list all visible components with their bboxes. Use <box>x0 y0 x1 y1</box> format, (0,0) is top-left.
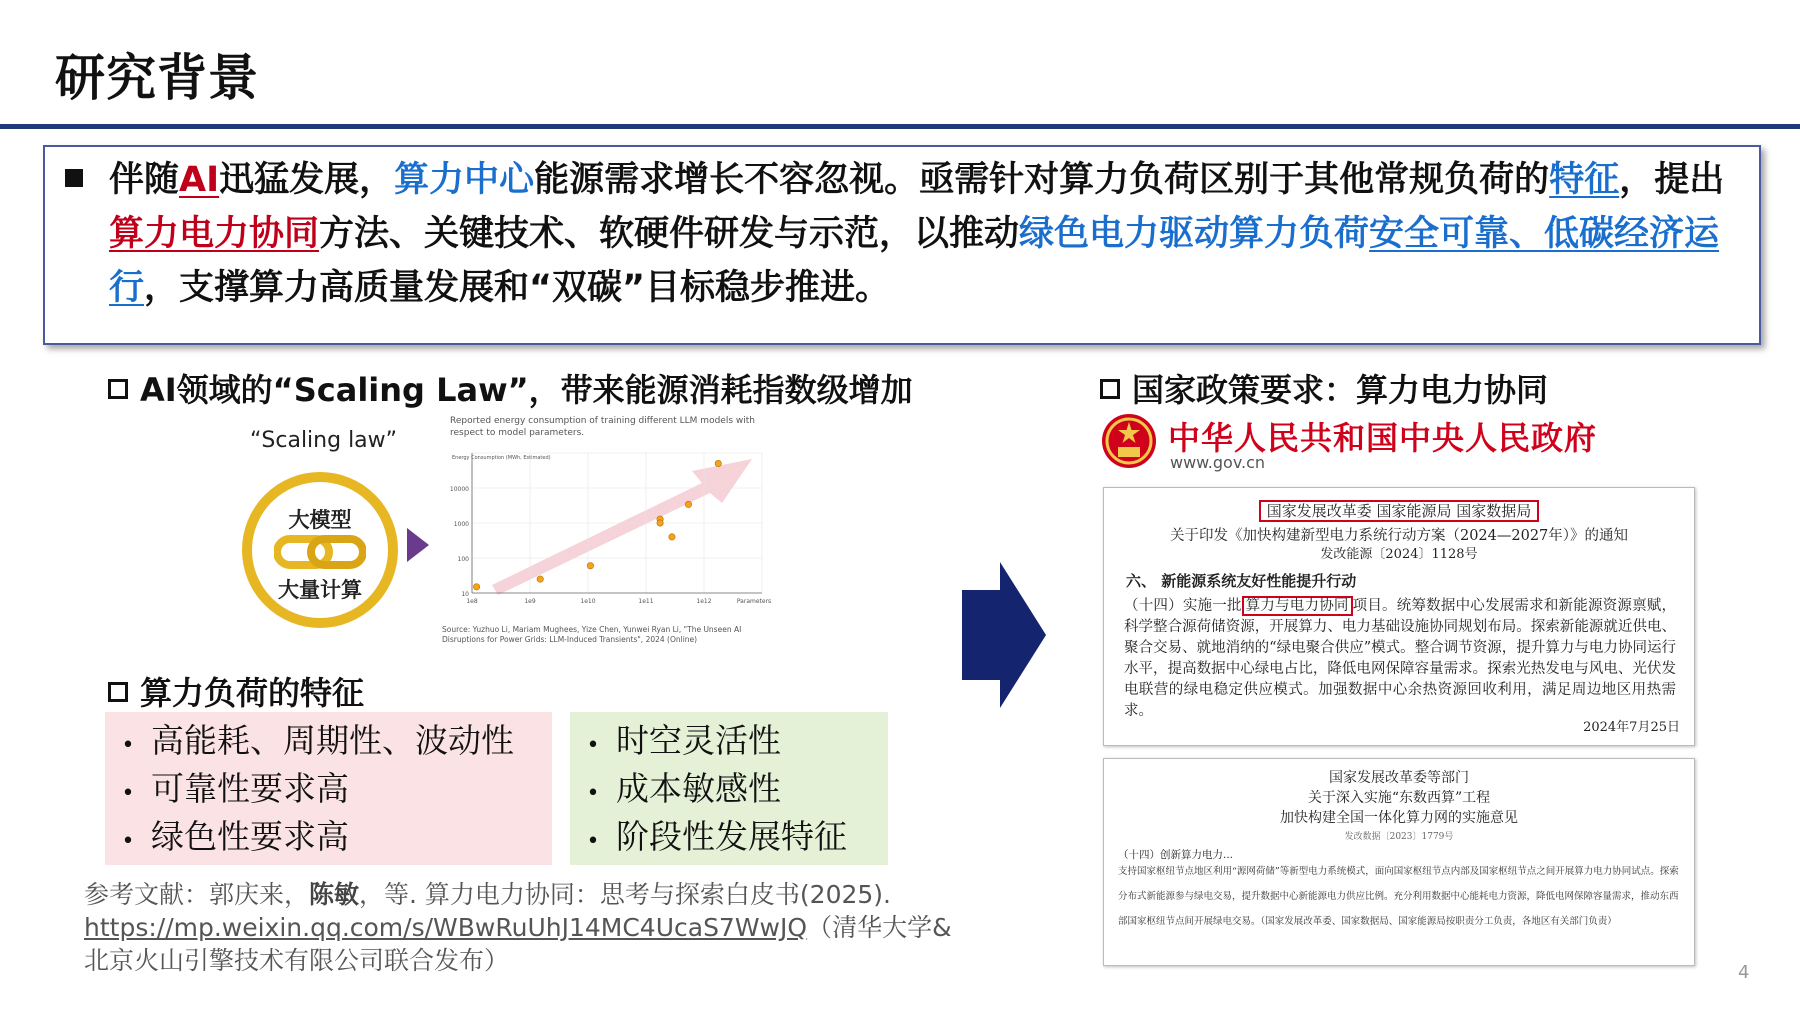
x-tick-label: Parameters <box>736 598 772 605</box>
bullet-dot-icon: • <box>586 781 600 806</box>
y-tick-label: 1000 <box>453 521 469 528</box>
section-heading-text: AI领域的“Scaling Law”，带来能源消耗指数级增加 <box>140 371 913 409</box>
doc2-section: （十四）创新算力电力... <box>1118 849 1234 861</box>
section-heading-policy <box>1100 365 1548 411</box>
feature-text: 绿色性要求高 <box>151 817 349 856</box>
data-point <box>537 576 543 582</box>
data-point <box>473 584 479 590</box>
summary-highlight-synergy: 算力电力协同 <box>109 214 320 254</box>
summary-highlight-feature: 特征 <box>1549 160 1620 200</box>
ref-seg: （清华大学& <box>807 913 952 942</box>
summary-seg: ，支撑算力高质量发展和“双碳”目标稳步推进。 <box>144 268 891 308</box>
summary-seg: 方法、关键技术、软硬件研发与示范，以推动 <box>319 214 1020 254</box>
references <box>84 878 1004 977</box>
list-item <box>105 717 552 765</box>
circle-label-bottom: 大量计算 <box>278 578 362 602</box>
bullet-dot-icon: • <box>586 829 600 854</box>
bullet-dot-icon: • <box>121 733 135 758</box>
doc2-line-4: 发改数据〔2023〕1779号 <box>1344 832 1454 842</box>
x-tick-label: 1e9 <box>524 598 536 605</box>
summary-highlight-center: 算力中心 <box>394 160 535 200</box>
section-heading-scaling <box>108 365 913 411</box>
feature-panel-left <box>105 712 552 865</box>
ref-seg: 参考文献：郭庆来， <box>84 880 310 909</box>
doc1-issuers-boxed: 国家发展改革委 国家能源局 国家数据局 <box>1259 500 1540 522</box>
doc1-date: 2024年7月25日 <box>1583 720 1680 735</box>
trend-arrow-shape <box>492 459 752 595</box>
data-point <box>657 520 663 526</box>
y-axis-label: Energy Consumption (MWh, Estimated) <box>452 455 551 461</box>
list-item <box>570 717 888 765</box>
x-tick-label: 1e11 <box>638 598 654 605</box>
chart-plot <box>432 443 790 623</box>
llm-compute-circle <box>242 472 398 628</box>
chain-link-icon <box>274 534 366 570</box>
feature-panel-right <box>570 712 888 865</box>
data-point <box>669 534 675 540</box>
ref-line-3: 北京火山引擎技术有限公司联合发布） <box>84 946 510 975</box>
x-tick-label: 1e8 <box>466 598 478 605</box>
reference-link[interactable]: https://mp.weixin.qq.com/s/WBwRuUhJ14MC4UcaS7WwJQ <box>84 913 808 942</box>
section-heading-text: 国家政策要求：算力电力协同 <box>1132 371 1549 409</box>
doc2-line-2: 关于深入实施“东数西算”工程 <box>1307 790 1491 806</box>
list-item <box>570 813 888 861</box>
list-item <box>105 813 552 861</box>
national-emblem-icon <box>1100 412 1158 470</box>
gov-site-url: www.gov.cn <box>1170 453 1266 472</box>
policy-document-1 <box>1103 487 1695 746</box>
title-divider <box>0 124 1800 129</box>
y-tick-label: 100 <box>457 556 469 563</box>
summary-seg: 伴随 <box>109 160 180 200</box>
ref-line-2 <box>84 911 1004 944</box>
chart-caption: Reported energy consumption of training different LLM models with respect to model parameters. <box>450 416 755 438</box>
doc1-issuers <box>1104 500 1694 521</box>
hollow-square-icon <box>1100 379 1120 399</box>
page-number: 4 <box>1738 962 1750 983</box>
feature-text: 成本敏感性 <box>616 769 781 808</box>
doc1-paragraph <box>1124 596 1676 722</box>
list-item <box>105 765 552 813</box>
gov-site-name: 中华人民共和国中央人民政府 <box>1168 419 1598 457</box>
data-point <box>715 460 721 466</box>
feature-text: 时空灵活性 <box>616 721 781 760</box>
feature-text: 阶段性发展特征 <box>616 817 847 856</box>
section-heading-text: 算力负荷的特征 <box>140 674 365 712</box>
scaling-law-label: “Scaling law” <box>250 428 398 453</box>
page-title: 研究背景 <box>55 49 259 107</box>
hollow-square-icon <box>108 379 128 399</box>
summary-seg: 提出 <box>1654 160 1725 200</box>
doc1-section: 六、 新能源系统友好性能提升行动 <box>1126 572 1357 590</box>
feature-text: 可靠性要求高 <box>151 769 349 808</box>
bullet-dot-icon: • <box>121 781 135 806</box>
doc1-boxed-phrase: 算力与电力协同 <box>1242 596 1353 616</box>
bullet-dot-icon: • <box>121 829 135 854</box>
data-point <box>685 501 691 507</box>
square-bullet-icon <box>65 169 83 187</box>
doc1-seg: 项目。统筹数据中心发展需求和新能源资源禀赋，科学整合源荷储资源，开展算力、电力基础设施协同规划布局。探索新能源就近供电、聚合交易、就地消纳的“绿电聚合供应”模式。整合调节资源，提升算力与电力协同运行水平，提高数据中心绿电占比，降低电网保障容量需求。探索光热发电与风电、光伏发电联营的绿电稳定供应模式。加强数据中心余热资源回收利用，满足周边地区用热需求。 <box>1124 598 1677 719</box>
doc2-body: 支持国家枢纽节点地区利用“源网荷储”等新型电力系统模式，面向国家枢纽节点内部及国家枢纽节点之间开展算力电力协同试点。探索分布式新能源参与绿电交易，提升数据中心新能源电力供应比例。充分利用数据中心能耗电力资源，降低电网保障容量需求，推动东西部国家枢纽节点间开展绿电交易。（国家发展改革委、国家数据局、国家能源局按职责分工负责，各地区有关部门负责） <box>1118 866 1679 927</box>
doc1-number: 发改能源〔2024〕1128号 <box>1320 547 1478 562</box>
x-tick-label: 1e10 <box>580 598 596 605</box>
hollow-square-icon <box>108 682 128 702</box>
ref-author-bold: 陈敏 <box>309 880 360 909</box>
summary-seg: ， <box>1619 160 1655 200</box>
section-heading-features <box>108 668 364 714</box>
doc1-seg: （十四）实施一批 <box>1124 598 1242 614</box>
energy-scaling-chart <box>432 415 790 655</box>
summary-seg: 能源需求增长不容忽视。亟需针对算力负荷区别于其他常规负荷的 <box>534 160 1550 200</box>
doc2-line-1: 国家发展改革委等部门 <box>1329 770 1469 786</box>
policy-document-2 <box>1103 758 1695 966</box>
summary-seg: 迅猛发展， <box>219 160 395 200</box>
data-point <box>587 563 593 569</box>
doc2-line-3: 加快构建全国一体化算力网的实施意见 <box>1280 810 1518 826</box>
summary-box <box>43 145 1761 345</box>
doc1-title: 关于印发《加快构建新型电力系统行动方案（2024—2027年）》的通知 <box>1169 528 1629 544</box>
ref-line-1 <box>84 878 1004 911</box>
purple-arrow-icon <box>407 528 429 562</box>
summary-highlight-ai: AI <box>179 160 220 200</box>
bullet-dot-icon: • <box>586 733 600 758</box>
x-tick-label: 1e12 <box>696 598 712 605</box>
list-item <box>570 765 888 813</box>
chart-source: Source: Yuzhuo Li, Mariam Mughees, Yize Chen, Yunwei Ryan Li, "The Unseen AI Disruptions for Power Grids: LLM-Induced Transients", 2024 (Online) <box>442 625 742 644</box>
y-tick-label: 10 <box>461 591 469 598</box>
feature-text: 高能耗、周期性、波动性 <box>151 721 514 760</box>
summary-highlight-safe: 安全可靠、低碳经济运行 <box>109 214 1720 308</box>
circle-label-top: 大模型 <box>288 508 352 532</box>
ref-seg: ，等. 算力电力协同：思考与探索白皮书(2025). <box>359 880 892 909</box>
y-tick-label: 10000 <box>449 486 469 493</box>
summary-highlight-green: 绿色电力驱动算力负荷 <box>1019 214 1370 254</box>
summary-text <box>109 153 1749 315</box>
big-right-arrow-icon <box>962 562 1046 708</box>
